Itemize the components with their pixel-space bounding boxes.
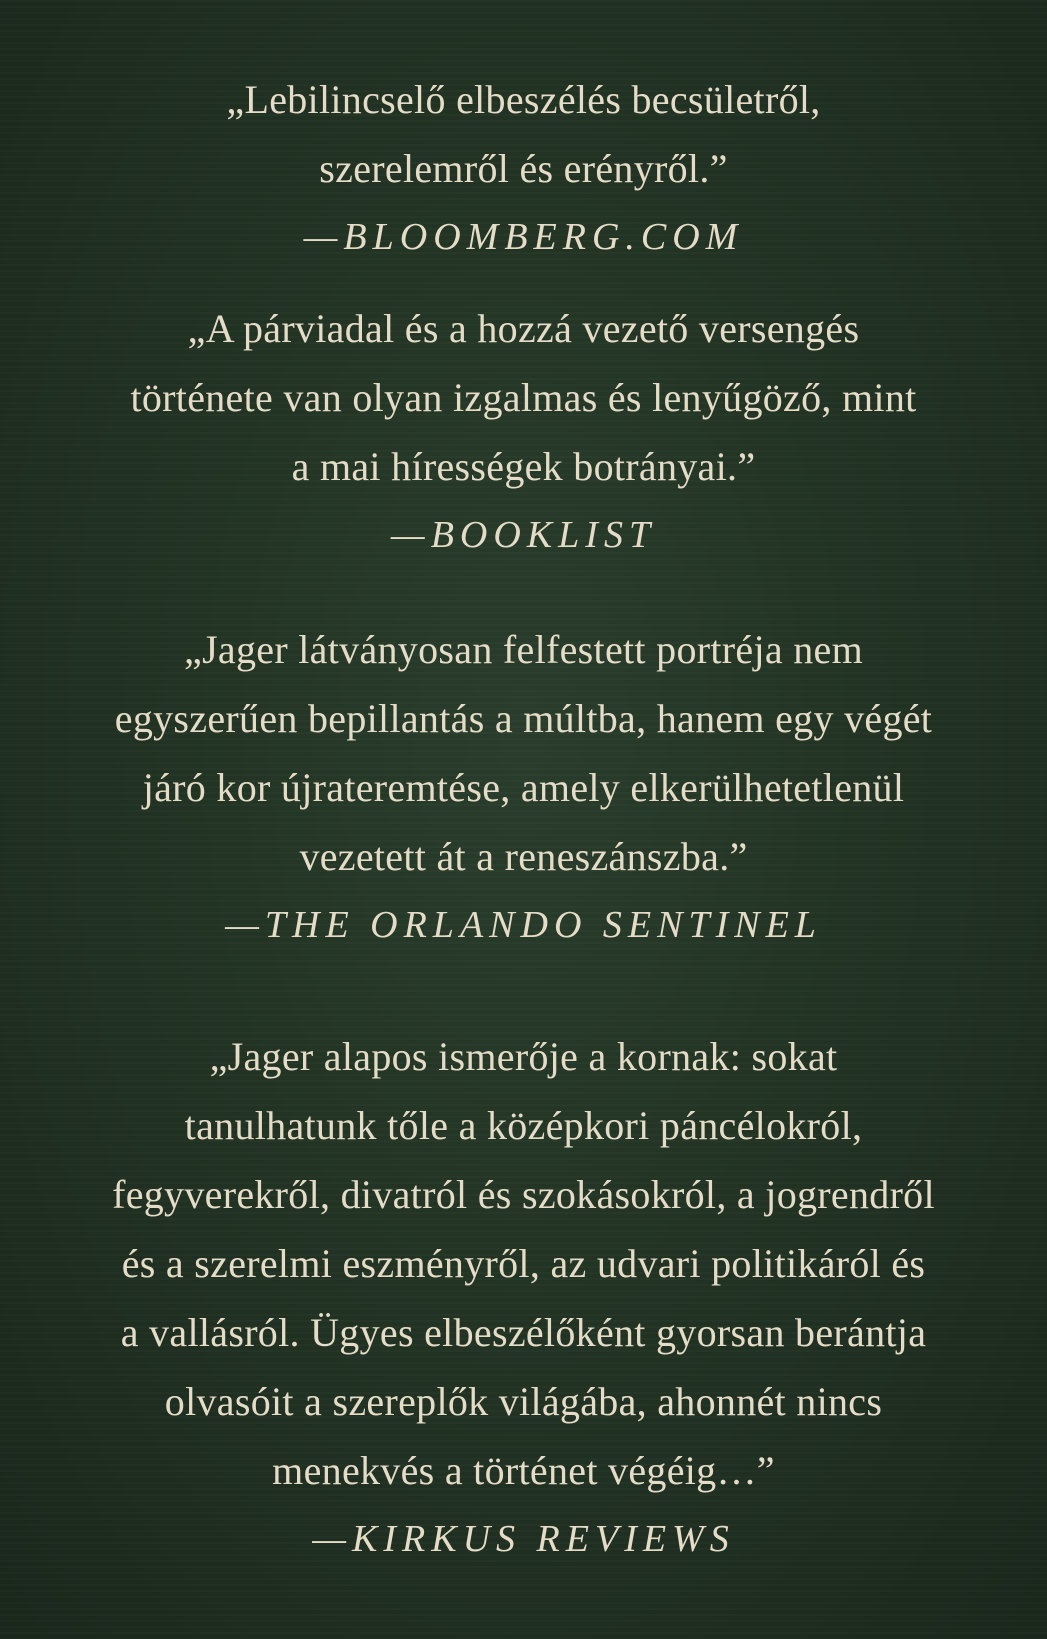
quote-line: fegyverekről, divatról és szokásokról, a jogrendről bbox=[112, 1172, 935, 1217]
quote-line: tanulhatunk tőle a középkori páncélokról, bbox=[184, 1103, 863, 1148]
quote-line: járó kor újrateremtése, amely elkerülhetetlenül bbox=[142, 765, 905, 810]
quote-line: menekvés a történet végéig…” bbox=[272, 1448, 775, 1493]
review-blurb-orlando-sentinel bbox=[0, 615, 1047, 960]
review-source: —BLOOMBERG.COM bbox=[303, 216, 744, 258]
quote-line: „A párviadal és a hozzá vezető versengés bbox=[187, 306, 860, 351]
review-blurb-kirkus bbox=[0, 1022, 1047, 1574]
quote-line: története van olyan izgalmas és lenyűgöző, mint bbox=[130, 375, 917, 420]
quote-line: „Lebilincselő elbeszélés becsületről, bbox=[226, 77, 821, 122]
review-source: —THE ORLANDO SENTINEL bbox=[225, 904, 822, 946]
quote-line: „Jager látványosan felfestett portréja nem bbox=[184, 627, 863, 672]
review-source: —BOOKLIST bbox=[390, 514, 657, 556]
quote-line: szerelemről és erényről.” bbox=[319, 146, 728, 191]
review-blurb-booklist bbox=[0, 294, 1047, 570]
quote-line: olvasóit a szereplők világába, ahonnét nincs bbox=[164, 1379, 883, 1424]
quote-line: a mai hírességek botrányai.” bbox=[291, 444, 756, 489]
review-source: —KIRKUS REVIEWS bbox=[312, 1518, 735, 1560]
review-blurb-bloomberg bbox=[0, 65, 1047, 272]
quote-line: „Jager alapos ismerője a kornak: sokat bbox=[209, 1034, 838, 1079]
quote-line: és a szerelmi eszményről, az udvari politikáról és bbox=[121, 1241, 926, 1286]
quote-line: vezetett át a reneszánszba.” bbox=[299, 834, 748, 879]
quote-line: a vallásról. Ügyes elbeszélőként gyorsan berántja bbox=[120, 1310, 927, 1355]
quote-line: egyszerűen bepillantás a múltba, hanem egy végét bbox=[114, 696, 933, 741]
